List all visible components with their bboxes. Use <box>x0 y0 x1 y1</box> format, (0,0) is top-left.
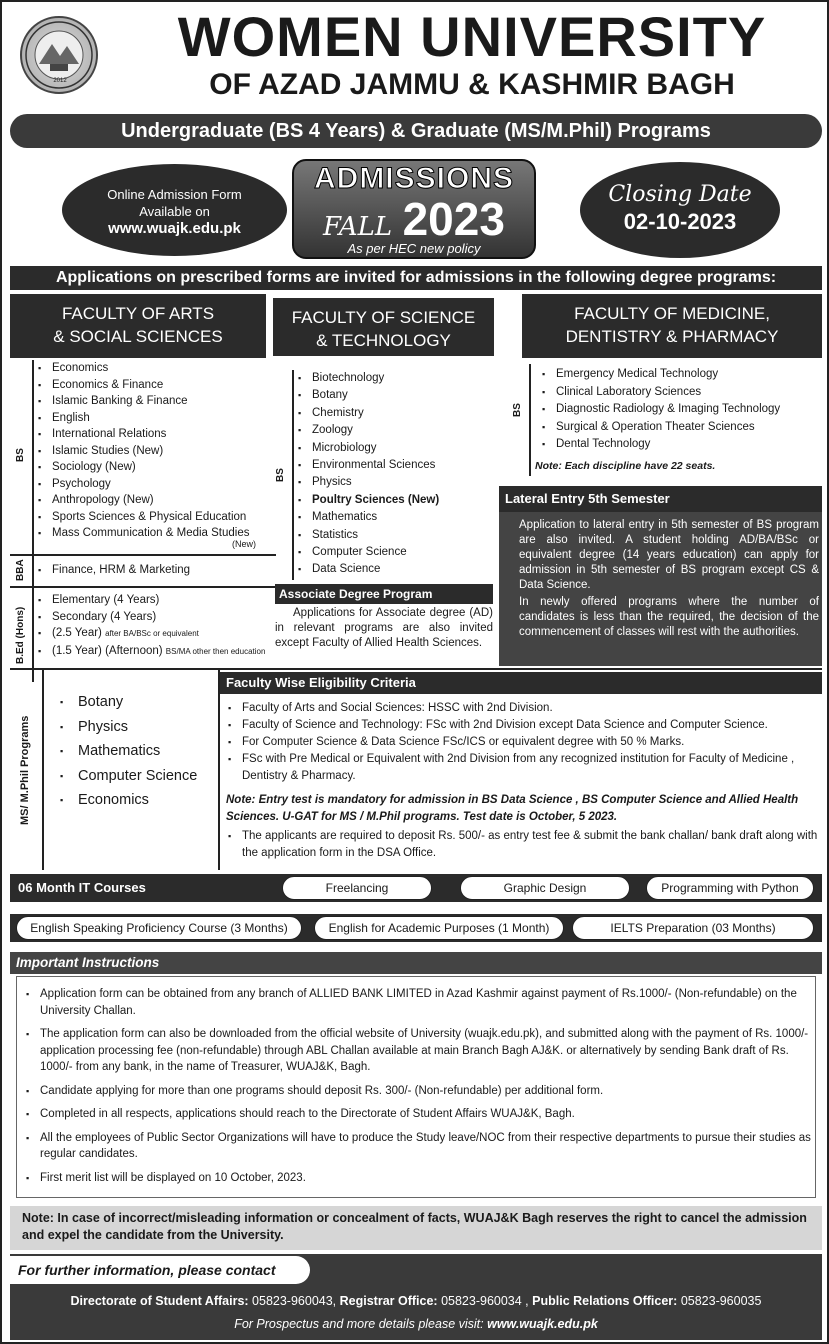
hec-policy-note: As per HEC new policy <box>347 241 481 256</box>
medicine-faculty-heading: FACULTY OF MEDICINE, DENTISTRY & PHARMACY <box>522 294 822 358</box>
course-freelancing: Freelancing <box>282 876 432 900</box>
list-item: ▪ Mathematics <box>60 739 210 764</box>
prospectus-line <box>18 1317 814 1331</box>
seats-note: Note: Each discipline have 22 seats. <box>535 460 716 472</box>
associate-degree-text: Applications for Associate degree (AD) in relevant programs are also invited except Faculty of Allied Health Sciences. <box>275 607 493 649</box>
university-title: WOMEN UNIVERSITY <box>177 5 767 68</box>
logo-year: 2012 <box>53 78 67 84</box>
list-item: ▪ Secondary (4 Years) <box>38 609 272 626</box>
online-form-line2: Available on <box>139 204 210 219</box>
arts-bs-label: BS <box>15 448 26 462</box>
list-item: ▪ Diagnostic Radiology & Imaging Technology <box>542 401 822 419</box>
contact-phones <box>18 1294 814 1308</box>
closing-date-oval <box>580 162 780 258</box>
list-item: ▪ Microbiology <box>298 440 498 457</box>
list-item: ▪ Chemistry <box>298 405 498 422</box>
dsa-phone: 05823-960043, <box>252 1294 337 1308</box>
arts-label-divider <box>32 360 34 682</box>
list-item: ▪ Environmental Sciences <box>298 457 498 474</box>
registrar-label: Registrar Office: <box>339 1294 438 1308</box>
associate-degree-heading: Associate Degree Program <box>275 584 493 604</box>
list-item: ▪ Computer Science <box>60 764 210 789</box>
list-item: ▪ Finance, HRM & Marketing <box>38 562 268 579</box>
admissions-word: ADMISSIONS <box>313 162 515 195</box>
list-item: ▪ The applicants are required to deposit Rs. 500/- as entry test fee & submit the bank challan/ bank draft along with the application form in the DSA Office. <box>228 828 818 862</box>
list-item: ▪ Poultry Sciences (New) <box>298 492 498 509</box>
list-item: ▪ Botany <box>298 387 498 404</box>
list-item: ▪ The application form can also be downloaded from the official website of University (wuajk.edu.pk), and submitted along with the payment of Rs. 1000/- application processing fee (non-refundable) through ABL Challan available at main Branch Bagh AJ&K. or alternatively by sending Bank draft of Rs. 1000/- from any bank, in the name of Treasurer, WUAJ&K, Bagh. <box>26 1026 812 1076</box>
divider <box>10 554 276 556</box>
eligibility-heading: Faculty Wise Eligibility Criteria <box>220 672 822 694</box>
list-item: ▪ Sociology (New) <box>38 459 268 476</box>
science-faculty-heading: FACULTY OF SCIENCE & TECHNOLOGY <box>273 298 494 356</box>
list-item: ▪ Anthropology (New) <box>38 492 268 509</box>
list-item: ▪ Completed in all respects, applications should reach to the Directorate of Student Affairs WUAJ&K, Bagh. <box>26 1106 812 1123</box>
admissions-badge <box>292 159 536 259</box>
science-bs-list <box>298 370 498 579</box>
ms-programs-label: MS/ M.Phil Programs <box>19 715 31 825</box>
list-item: ▪ Dental Technology <box>542 436 822 454</box>
instructions-heading: Important Instructions <box>16 955 160 970</box>
list-item: ▪ Clinical Laboratory Sciences <box>542 384 822 402</box>
arts-bed-list <box>38 592 272 660</box>
arts-bba-label: BBA <box>15 559 26 581</box>
medicine-bs-label: BS <box>512 403 523 417</box>
misleading-info-note: Note: In case of incorrect/misleading information or concealment of facts, WUAJ&K Bagh reserves the right to cancel the admission and expel the candidate from the University. <box>10 1206 822 1250</box>
list-item: ▪ Economics & Finance <box>38 377 268 394</box>
list-item: ▪ First merit list will be displayed on 10 October, 2023. <box>26 1170 812 1187</box>
course-python: Programming with Python <box>646 876 814 900</box>
science-label-divider <box>292 370 294 580</box>
registrar-phone: 05823-960034 , <box>441 1294 529 1308</box>
list-item: ▪ English <box>38 410 268 427</box>
list-item: ▪ All the employees of Public Sector Organizations will have to produce the Study leave/NOC from their respective departments to pursue their studies as regular candidates. <box>26 1130 812 1163</box>
list-item: ▪ Physics <box>60 715 210 740</box>
lateral-entry-body <box>507 518 819 640</box>
list-item: ▪ Statistics <box>298 527 498 544</box>
dsa-label: Directorate of Student Affairs: <box>70 1294 249 1308</box>
programs-banner: Undergraduate (BS 4 Years) & Graduate (MS/M.Phil) Programs <box>10 114 822 148</box>
science-bs-label: BS <box>275 468 286 482</box>
entry-test-note: Note: Entry test is mandatory for admission in BS Data Science , BS Computer Science and Allied Health Sciences. U-GAT for MS / M.Phil programs. Test date is October, 5 2023. <box>226 794 799 823</box>
ms-label-divider <box>42 670 44 870</box>
course-graphic-design: Graphic Design <box>460 876 630 900</box>
list-item: ▪ Computer Science <box>298 544 498 561</box>
closing-date-value: 02-10-2023 <box>623 209 737 234</box>
list-item: ▪ Economics <box>60 788 210 813</box>
list-item: ▪ Application form can be obtained from any branch of ALLIED BANK LIMITED in Azad Kashmir against payment of Rs.1000/- (Non-refundable) on the University Challan. <box>26 986 812 1019</box>
eligibility-list <box>228 700 818 785</box>
list-item: ▪ Data Science <box>298 561 498 578</box>
course-english-speaking: English Speaking Proficiency Course (3 Months) <box>16 916 302 940</box>
list-item: ▪ FSc with Pre Medical or Equivalent with 2nd Division from any recognized institution for Faculty of Medicine , Dentistry & Pharmacy. <box>228 751 818 785</box>
list-item: ▪ Faculty of Arts and Social Sciences: HSSC with 2nd Division. <box>228 700 818 717</box>
list-item: ▪ Biotechnology <box>298 370 498 387</box>
admissions-year: 2023 <box>402 193 505 245</box>
list-item: ▪ Islamic Banking & Finance <box>38 393 268 410</box>
arts-bba-list <box>38 562 268 579</box>
list-item: ▪ For Computer Science & Data Science FSc/ICS or equivalent degree with 50 % Marks. <box>228 734 818 751</box>
list-item: ▪ Faculty of Science and Technology: FSc with 2nd Division except Data Science and Computer Science. <box>228 717 818 734</box>
list-item: ▪ Zoology <box>298 422 498 439</box>
list-item: ▪ Elementary (4 Years) <box>38 592 272 609</box>
divider <box>10 586 276 588</box>
online-form-line1: Online Admission Form <box>107 187 242 202</box>
lateral-para-2: In newly offered programs where the number of candidates is less than the required, the decision of the commencement of classes will rest with the authorities. <box>519 596 819 638</box>
university-logo <box>20 16 98 94</box>
list-item: ▪ International Relations <box>38 426 268 443</box>
course-english-academic: English for Academic Purposes (1 Month) <box>314 916 564 940</box>
arts-bed-label: B.Ed (Hons) <box>15 606 26 664</box>
pro-phone: 05823-960035 <box>680 1294 762 1308</box>
eligibility-divider <box>218 670 220 870</box>
list-item: ▪ (2.5 Year) after BA/BSc or equivalent <box>38 625 272 643</box>
contact-heading: For further information, please contact <box>18 1262 276 1278</box>
fall-word: FALL <box>323 212 393 242</box>
prospectus-text: For Prospectus and more details please visit: <box>234 1317 484 1331</box>
closing-date-label: Closing Date <box>608 182 752 207</box>
list-item: ▪ (1.5 Year) (Afternoon) BS/MA other then education <box>38 643 272 661</box>
list-item: ▪ Sports Sciences & Physical Education <box>38 509 268 526</box>
course-ielts: IELTS Preparation (03 Months) <box>572 916 814 940</box>
medicine-label-divider <box>529 364 531 476</box>
fee-list <box>228 828 818 862</box>
divider <box>10 668 822 670</box>
lateral-para-1: Application to lateral entry in 5th semester of BS program are also invited. A student holding AD/BA/BSc or equivalent degree (14 years education) can apply for admission in 5th semester of BS program except CS & Data Science. <box>519 519 819 591</box>
list-item: ▪ Emergency Medical Technology <box>542 366 822 384</box>
list-item: ▪ Botany <box>60 690 210 715</box>
arts-bs-list <box>38 360 268 542</box>
medicine-bs-list <box>542 366 822 454</box>
list-item: ▪ Economics <box>38 360 268 377</box>
list-item: ▪ Mathematics <box>298 509 498 526</box>
instructions-list <box>26 986 812 1193</box>
pro-label: Public Relations Officer: <box>532 1294 678 1308</box>
website-link[interactable]: www.wuajk.edu.pk <box>108 220 241 237</box>
applications-bar: Applications on prescribed forms are invited for admissions in the following degree programs: <box>10 266 822 290</box>
new-tag: (New) <box>232 539 256 549</box>
list-item: ▪ Candidate applying for more than one programs should deposit Rs. 300/- (Non-refundable) per additional form. <box>26 1083 812 1100</box>
arts-faculty-heading: FACULTY OF ARTS & SOCIAL SCIENCES <box>10 294 266 358</box>
university-subtitle: OF AZAD JAMMU & KASHMIR BAGH <box>209 68 735 101</box>
list-item: ▪ Surgical & Operation Theater Sciences <box>542 419 822 437</box>
lateral-entry-heading: Lateral Entry 5th Semester <box>499 486 822 512</box>
list-item: ▪ Islamic Studies (New) <box>38 443 268 460</box>
list-item: ▪ Psychology <box>38 476 268 493</box>
it-courses-label: 06 Month IT Courses <box>18 880 146 895</box>
prospectus-link[interactable]: www.wuajk.edu.pk <box>487 1317 598 1331</box>
list-item: ▪ Physics <box>298 474 498 491</box>
ms-programs-list <box>60 690 210 813</box>
list-item: ▪ Mass Communication & Media Studies <box>38 525 268 542</box>
online-form-oval <box>62 164 287 256</box>
